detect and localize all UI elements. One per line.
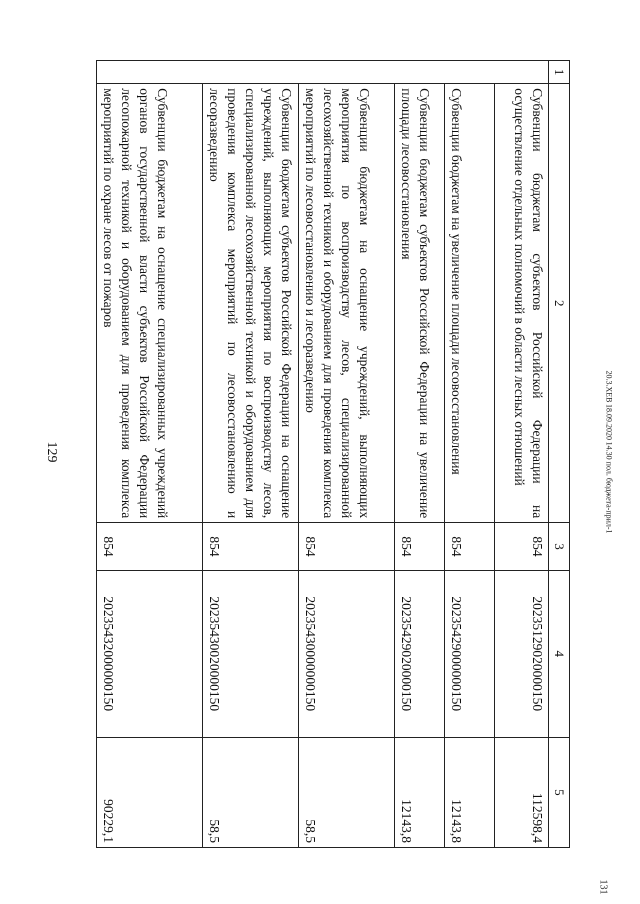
table-row	[445, 61, 495, 848]
row-index-cell	[203, 61, 299, 84]
row-description: Субвенции бюджетам на оснащение специализированных учреждений органов государственной власти субъектов Российской Федерации лесопожарной техникой и оборудованием для проведения комплекса мероприятий по охране лесов от пожаров	[97, 84, 203, 523]
row-budget-code: 20235430020000150	[203, 570, 299, 737]
budget-subventions-table	[96, 60, 570, 848]
table-row	[299, 61, 395, 848]
table-row	[395, 61, 445, 848]
row-admin-code: 854	[299, 523, 395, 571]
header-col-1: 1	[549, 61, 570, 84]
row-amount: 90229,1	[97, 737, 203, 847]
row-amount: 12143,8	[395, 737, 445, 847]
page-number: 129	[44, 441, 59, 463]
table-header-row	[549, 61, 570, 848]
row-index-cell	[97, 61, 203, 84]
row-index-cell	[299, 61, 395, 84]
table-row	[203, 61, 299, 848]
row-admin-code: 854	[395, 523, 445, 571]
row-budget-code: 20235432000000150	[97, 570, 203, 737]
header-col-3: 3	[549, 523, 570, 571]
row-amount: 58,5	[203, 737, 299, 847]
row-budget-code: 20235129020000150	[495, 570, 549, 737]
row-index-cell	[495, 61, 549, 84]
row-admin-code: 854	[495, 523, 549, 571]
rotated-table-container	[96, 60, 570, 848]
row-budget-code: 20235429000000150	[445, 570, 495, 737]
row-admin-code: 854	[97, 523, 203, 571]
row-index-cell	[395, 61, 445, 84]
row-amount: 112598,4	[495, 737, 549, 847]
row-description: Субвенции бюджетам субъектов Российской Федерации на осуществление отдельных полномочий в области лесных отношений	[495, 84, 549, 523]
header-col-4: 4	[549, 570, 570, 737]
document-reference-note: 20.3.XEB 18.09.2020 14.30 пол. бюджета-прил-1	[604, 370, 614, 534]
row-description: Субвенции бюджетам на увеличение площади лесовосстановления	[445, 84, 495, 523]
row-amount: 12143,8	[445, 737, 495, 847]
row-budget-code: 20235429020000150	[395, 570, 445, 737]
header-col-2: 2	[549, 84, 570, 523]
row-description: Субвенции бюджетам субъектов Российской Федерации на оснащение учреждений, выполняющих мероприятия по воспроизводству лесов, специализированной лесохозяйственной техникой и оборудованием для проведения комплекса мероприятий по лесовосстановлению и лесоразведению	[203, 84, 299, 523]
row-description: Субвенции бюджетам на оснащение учреждений, выполняющих мероприятия по воспроизводству лесов, специализированной лесохозяйственной техникой и оборудованием для проведения комплекса мероприятий по лесовосстановлению и лесоразведению	[299, 84, 395, 523]
bottom-page-mark: 131	[597, 879, 609, 895]
row-amount: 58,5	[299, 737, 395, 847]
table-row	[97, 61, 203, 848]
table-row	[495, 61, 549, 848]
row-index-cell	[445, 61, 495, 84]
row-admin-code: 854	[445, 523, 495, 571]
row-description: Субвенции бюджетам субъектов Российской Федерации на увеличение площади лесовосстановления	[395, 84, 445, 523]
header-col-5: 5	[549, 737, 570, 847]
row-admin-code: 854	[203, 523, 299, 571]
row-budget-code: 20235430000000150	[299, 570, 395, 737]
